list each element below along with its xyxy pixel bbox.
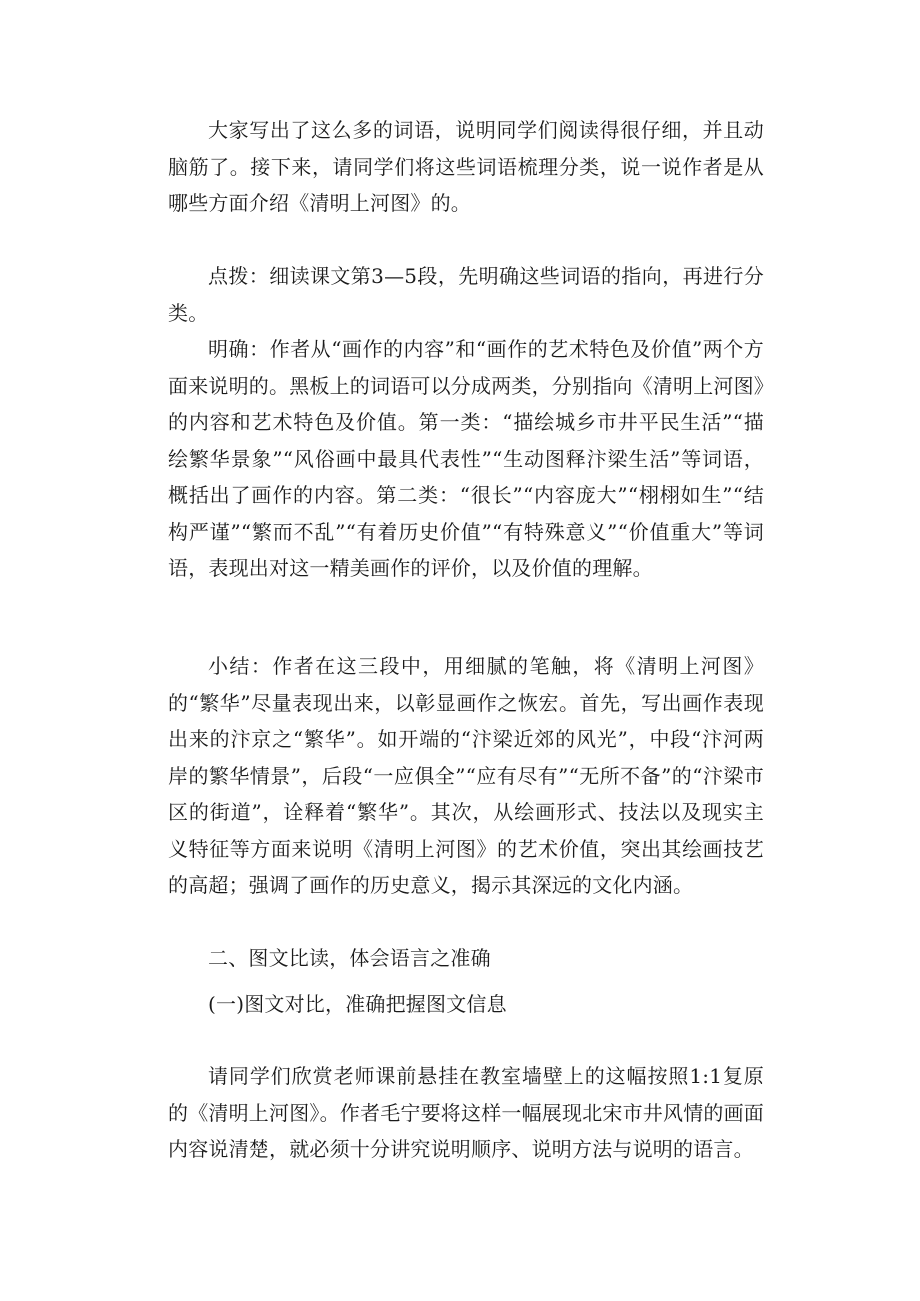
- subsection-heading: (一)图文对比，准确把握图文信息: [208, 992, 507, 1016]
- paragraph-appreciation: 请同学们欣赏老师课前悬挂在教室墙壁上的这幅按照1:1复原的《清明上河图》。作者毛宁要将这样一幅展现北宋市井风情的画面内容说清楚，就必须十分讲究说明顺序、说明方法与说明的语言。: [168, 1064, 764, 1161]
- section-heading: 二、图文比读，体会语言之准确: [208, 946, 491, 970]
- paragraph-hint: 点拨：细读课文第3—5段，先明确这些词语的指向，再进行分类。: [168, 264, 764, 325]
- paragraph-intro: 大家写出了这么多的词语，说明同学们阅读得很仔细，并且动脑筋了。接下来，请同学们将这些词语梳理分类，说一说作者是从哪些方面介绍《清明上河图》的。: [168, 118, 764, 215]
- paragraph-summary: 小结：作者在这三段中，用细腻的笔触，将《清明上河图》的“繁华”尽量表现出来，以彰显画作之恢宏。首先，写出画作表现出来的汴京之“繁华”。如开端的“汴梁近郊的风光”，中段“汴河两岸的繁华情景”，后段“一应俱全”“应有尽有”“无所不备”的“汴梁市区的街道”，诠释着“繁华”。其次，从绘画形式、技法以及现实主义特征等方面来说明《清明上河图》的艺术价值，突出其绘画技艺的高超；强调了画作的历史意义，揭示其深远的文化内涵。: [168, 654, 764, 897]
- paragraph-clarification: 明确：作者从“画作的内容”和“画作的艺术特色及价值”两个方面来说明的。黑板上的词语可以分成两类，分别指向《清明上河图》的内容和艺术特色及价值。第一类：“描绘城乡市井平民生活”“描绘繁华景象”“风俗画中最具代表性”“生动图释汴梁生活”等词语，概括出了画作的内容。第二类：“很长”“内容庞大”“栩栩如生”“结构严谨”“繁而不乱”“有着历史价值”“有特殊意义”“价值重大”等词语，表现出对这一精美画作的评价，以及价值的理解。: [168, 337, 764, 580]
